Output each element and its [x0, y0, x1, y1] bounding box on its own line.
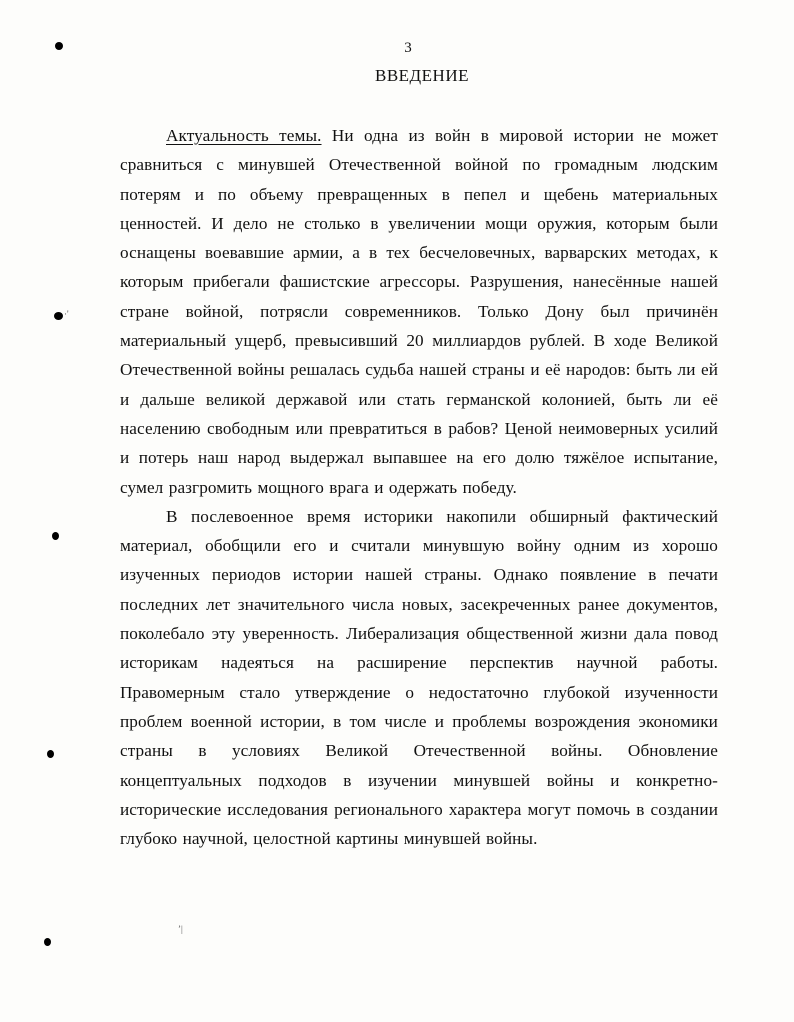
topic-relevance-heading: Актуальность темы. [166, 126, 322, 145]
binder-hole-5 [44, 938, 51, 946]
paragraph-2-text: В послевоенное время историки накопили обширный фактический материал, обобщили его и считали минувшую войну одним из хорошо изученных периодов истории нашей страны. Однако появление в печати последних лет значительного числа новых, засекреченных ранее документов, поколебало эту уверенность. Либерализация общественной жизни дала повод историкам надеяться на расширение перспектив научной работы. Правомерным стало утверждение о недостаточно глубокой изученности проблем военной истории, в том числе и проблемы возрождения экономики страны в условиях Великой Отечественной войны. Обновление концептуальных подходов в изучении минувшей войны и конкретно-исторические исследования регионального характера могут помочь в создании глубоко научной, целостной картины минувшей войны. [120, 506, 718, 849]
scan-speck-2: ʼ| [178, 924, 183, 934]
page-title: ВВЕДЕНИЕ [375, 66, 469, 85]
binder-hole-2 [54, 312, 63, 320]
binder-hole-4 [47, 750, 54, 758]
paragraph-2 [120, 502, 718, 854]
binder-hole-3 [52, 532, 59, 540]
paragraph-1 [120, 121, 718, 502]
body-text [120, 121, 718, 853]
page-number: 3 [404, 40, 412, 56]
paragraph-1-text: Ни одна из войн в мировой истории не может сравниться с минувшей Отечественной войной по громадным людским потерям и по объему превращенных в пепел и щебень материальных ценностей. И дело не столько в увеличении мощи оружия, которым были оснащены воевавшие армии, а в тех бесчеловечных, варварских методах, к которым прибегали фашистские агрессоры. Разрушения, нанесённые нашей стране войной, потрясли современников. Только Дону был причинён материальный ущерб, превысивший 20 миллиардов рублей. В ходе Великой Отечественной войны решалась судьба нашей страны и её народов: быть ли ей и дальше великой державой или стать германской колонией, быть ли её населению свободным или превратиться в рабов? Ценой неимоверных усилий и потерь наш народ выдержал выпавшее на его долю тяжёлое испытание, сумел разгромить мощного врага и одержать победу. [120, 126, 718, 497]
scan-speck: ·' [64, 309, 69, 319]
